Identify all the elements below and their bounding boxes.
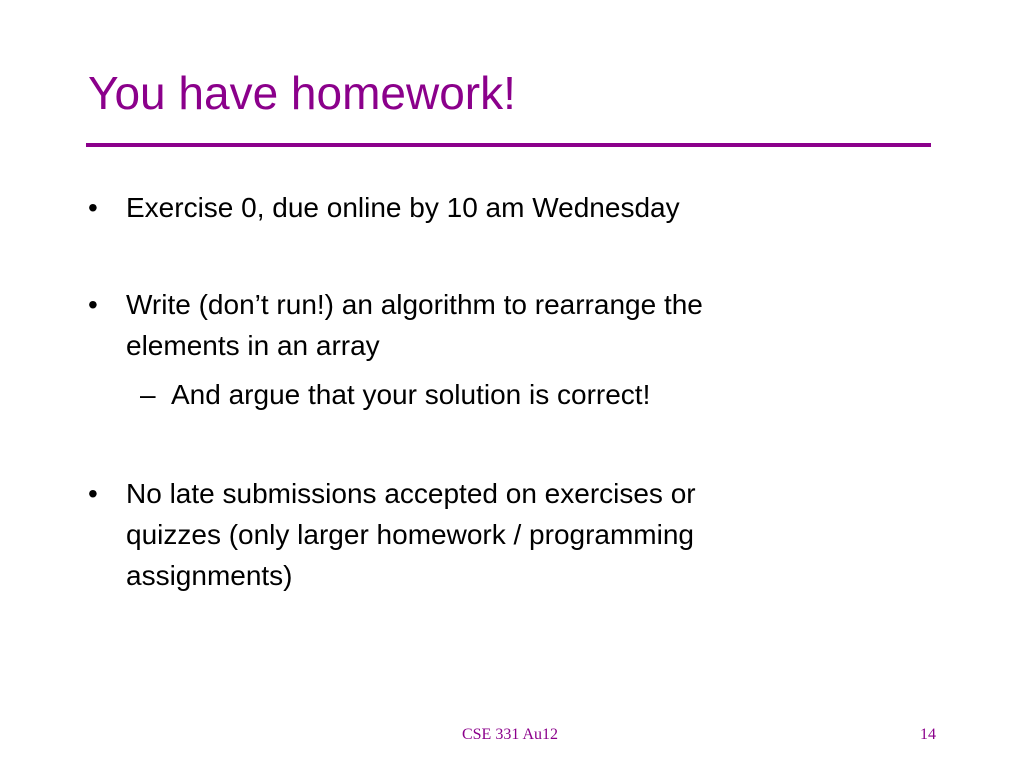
sub-bullet-text: And argue that your solution is correct! [171, 379, 651, 410]
bullet-text-line: elements in an array [126, 330, 380, 361]
title-underline [86, 143, 931, 147]
slide-title: You have homework! [88, 67, 516, 119]
slide-number: 14 [920, 726, 936, 743]
bullet-mark: • [88, 192, 98, 223]
bullet-text-line: quizzes (only larger homework / programming [126, 519, 694, 550]
bullet-text-line: assignments) [126, 560, 293, 591]
bullet-text-line: No late submissions accepted on exercises or [126, 478, 696, 509]
bullet-text-line: Write (don’t run!) an algorithm to rearrange the [126, 289, 703, 320]
bullet-mark: • [88, 478, 98, 509]
sub-bullet-mark: – [140, 379, 156, 410]
footer-course-label: CSE 331 Au12 [461, 726, 558, 743]
bullet-mark: • [88, 289, 98, 320]
bullet-text-line: Exercise 0, due online by 10 am Wednesday [126, 192, 680, 223]
